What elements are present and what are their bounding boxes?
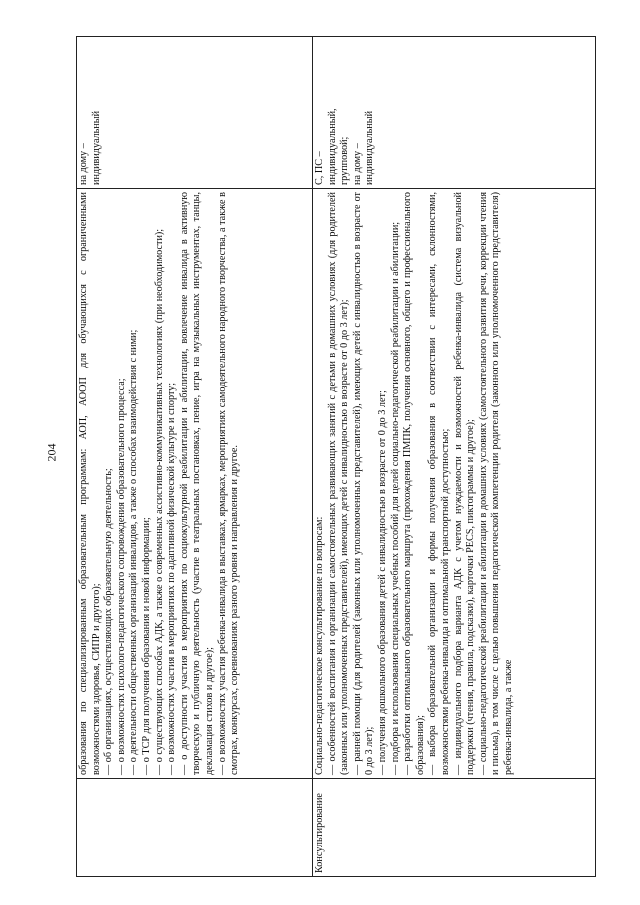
- content-line: — о возможностях психолого-педагогического сопровождения образовательного процесса;: [115, 378, 127, 775]
- form-line: на дому –: [78, 143, 89, 185]
- service-content-cell: [77, 189, 313, 779]
- table-row: [313, 37, 596, 877]
- form-line: С, ПС –: [314, 151, 325, 185]
- form-line: индивидуальный,: [326, 108, 338, 185]
- service-type-cell: [77, 779, 313, 877]
- content-line: — особенностей воспитания и организации самостоятельных развивающих занятий с детьми в домашних условиях (для родителей (законных или уполномоченных представителей), имеющих детей с инвалидностью в возрасте от 0 до 3 лет);: [326, 192, 351, 775]
- content-line: — получения дошкольного образования детей с инвалидностью в возрасте от 0 до 3 лет;: [376, 390, 388, 775]
- content-line: — о возможностях участия ребенка-инвалида в выставках, ярмарках, мероприятиях самодеятельного народного творчества, а также в смотрах, конкурсах, соревнованиях разного уровня и направления и другое.: [216, 192, 241, 775]
- content-line: — о доступности участия в мероприятиях по социокультурной реабилитации и абилитации, вовлечение инвалида в активную творческую и публичную деятельность (участие в театральных постановках, пение, игра на музыкальных инструментах, танцы, декламация стихов и другое);: [178, 192, 215, 775]
- services-table: [76, 36, 596, 877]
- content-line: образования по специализированным образовательным программам: АОП, АООП для обучающихся с ограниченными возможностями здоровья, СИПР и другого);: [78, 192, 102, 775]
- form-line: групповой;: [339, 136, 351, 185]
- content-line: — о деятельности общественных организаций инвалидов, а также о способах взаимодействия с ними;: [128, 329, 140, 775]
- service-form-cell: [77, 37, 313, 189]
- content-line: — о возможностях участия в мероприятиях по адаптивной физической культуре и спорту;: [166, 382, 178, 775]
- service-form-cell: [313, 37, 596, 189]
- content-line: — подбора и использования специальных учебных пособий для целей социально-педагогической реабилитации и абилитации;: [389, 221, 401, 775]
- content-line: — индивидуального подбора варианта АДК с учетом нуждаемости и возможностей ребенка-инвалида (система визуальной поддержки (чтения, правила, подсказки), карточки PECS, пиктограммы и другое);: [452, 192, 477, 775]
- content-line: — ранней помощи (для родителей (законных или уполномоченных представителей), имеющих детей с инвалидностью в возрасте от 0 до 3 лет);: [351, 192, 376, 775]
- form-line: индивидуальный: [90, 110, 102, 185]
- form-line: на дому –: [351, 143, 363, 185]
- content-line: Социально-педагогическое консультирование по вопросам:: [314, 516, 325, 775]
- content-line: — выбора образовательной организации и формы получения образования в соответствии с интересами, склонностями, возможностями ребенка-инвалида и оптимальной транспортной доступностью;: [427, 192, 451, 775]
- service-content-cell: [313, 189, 596, 779]
- content-line: — о существующих способах АДК, а также о современных ассистивно-коммуникативных технологиях (при необходимости);: [153, 228, 165, 775]
- page-number: 204: [44, 443, 59, 462]
- form-line: индивидуальный: [364, 110, 376, 185]
- content-line: — о ТСР для получения образования и новой информации;: [140, 517, 152, 775]
- content-line: — разработки оптимального образовательного маршрута (прохождения ПМПК, получения основного, общего и профессионального образования);: [402, 192, 426, 775]
- rotated-table-container: [76, 37, 596, 877]
- table-row: [77, 37, 313, 877]
- content-line: — социально-педагогической реабилитации и абилитации в домашних условиях (самостоятельного развития речи, коррекции чтения и письма), в том числе с целью повышения педагогической компетенции родителя (законного или уполномоченного представителя) ребенка-инвалида, а также: [477, 192, 514, 775]
- service-type-cell: Консультирование: [313, 779, 596, 877]
- content-line: — об организациях, осуществляющих образовательную деятельность;: [103, 468, 115, 775]
